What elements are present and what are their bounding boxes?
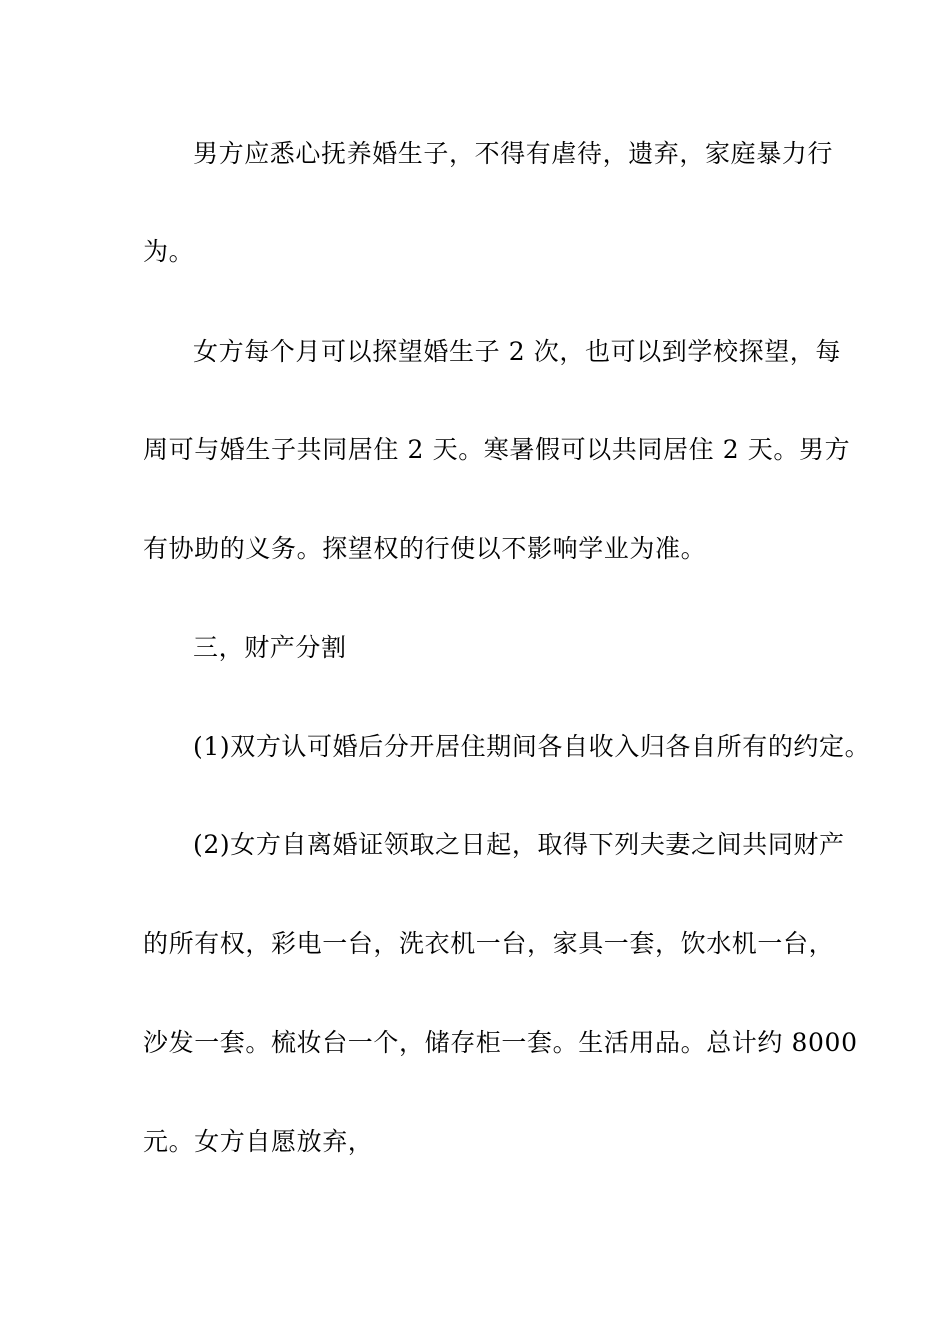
paragraph-line: 女方每个月可以探望婚生子 2 次，也可以到学校探望，每 [193,337,842,366]
paragraph-line: 周可与婚生子共同居住 2 天。寒暑假可以共同居住 2 天。男方 [143,435,851,464]
paragraph-line: 元。女方自愿放弃， [143,1127,374,1156]
paragraph-line: 沙发一套。梳妆台一个，储存柜一套。生活用品。总计约 8000 [143,1028,858,1057]
paragraph-line: (1)双方认可婚后分开居住期间各自收入归各自所有的约定。 [193,732,871,761]
section-heading: 三，财产分割 [193,633,347,662]
paragraph-line: (2)女方自离婚证领取之日起，取得下列夫妻之间共同财产 [193,830,845,859]
paragraph-line: 有协助的义务。探望权的行使以不影响学业为准。 [143,534,707,563]
paragraph-line: 为。 [143,237,195,266]
paragraph-line: 的所有权，彩电一台，洗衣机一台，家具一套，饮水机一台， [143,929,835,958]
paragraph-line: 男方应悉心抚养婚生子，不得有虐待，遗弃，家庭暴力行 [193,139,834,168]
